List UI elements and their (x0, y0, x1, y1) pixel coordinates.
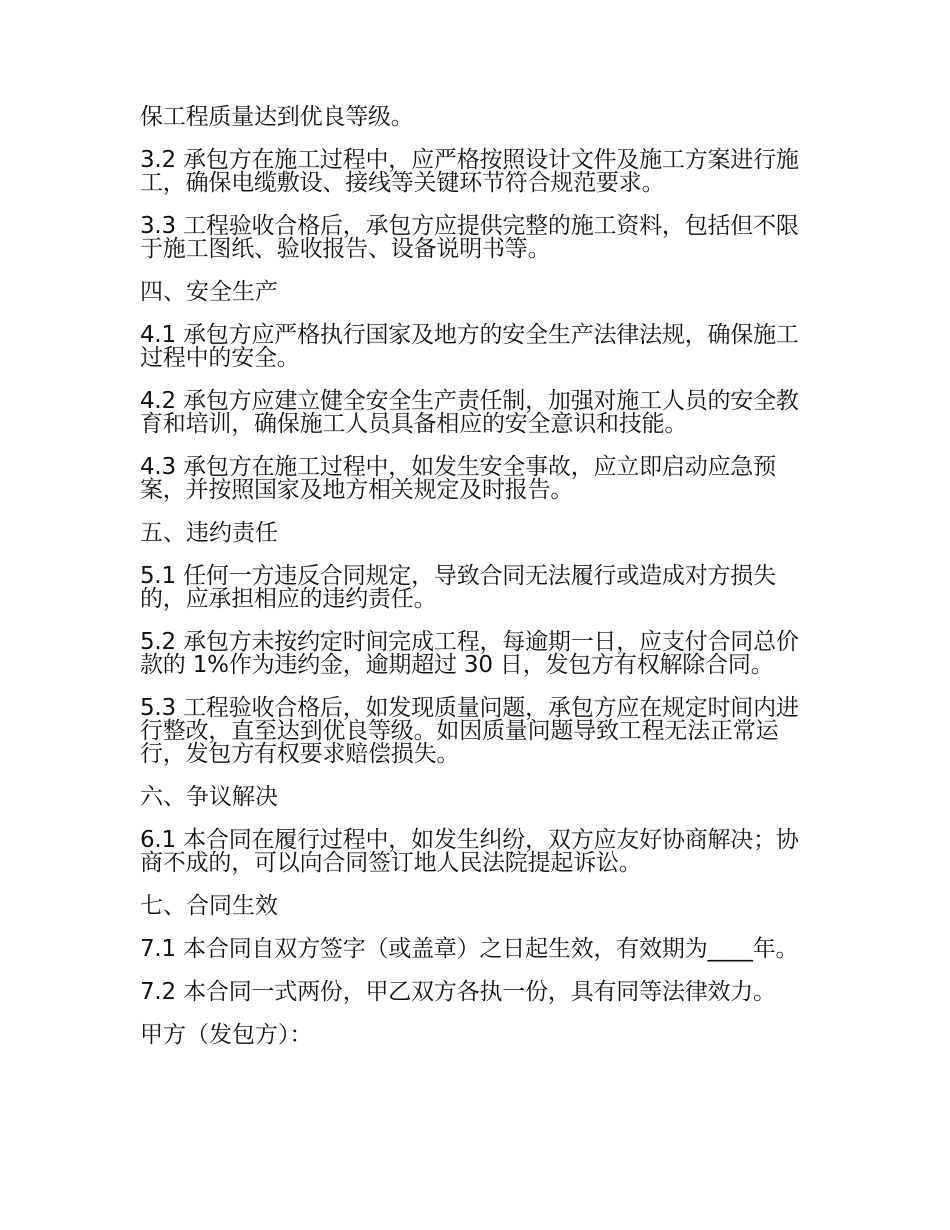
clause-4-2: 4.2 承包方应建立健全安全生产责任制，加强对施工人员的安全教育和培训，确保施工人员具备相应的安全意识和技能。 (140, 388, 799, 437)
paragraph-quality-end: 保工程质量达到优良等级。 (140, 104, 414, 130)
document-page (140, 106, 812, 1067)
clause-5-2: 5.2 承包方未按约定时间完成工程，每逾期一日，应支付合同总价款的 1%作为违约金，逾期超过 30 日，发包方有权解除合同。 (140, 629, 799, 678)
clause-5-3: 5.3 工程验收合格后，如发现质量问题，承包方应在规定时间内进行整改，直至达到优良等级。如因质量问题导致工程无法正常运行，发包方有权要求赔偿损失。 (140, 695, 799, 767)
section-heading-safety: 四、安全生产 (140, 279, 278, 305)
clause-6-1: 6.1 本合同在履行过程中，如发生纠纷，双方应友好协商解决；协商不成的，可以向合同签订地人民法院提起诉讼。 (140, 827, 799, 876)
clause-7-2: 7.2 本合同一式两份，甲乙双方各执一份，具有同等法律效力。 (140, 979, 776, 1005)
party-a-signature-label: 甲方（发包方）： (140, 1022, 313, 1048)
section-heading-effect: 七、合同生效 (140, 893, 278, 919)
section-heading-breach: 五、违约责任 (140, 520, 278, 546)
clause-3-3: 3.3 工程验收合格后，承包方应提供完整的施工资料，包括但不限于施工图纸、验收报告、设备说明书等。 (140, 213, 799, 262)
clause-3-2: 3.2 承包方在施工过程中，应严格按照设计文件及施工方案进行施工，确保电缆敷设、接线等关键环节符合规范要求。 (140, 147, 799, 196)
clause-4-1: 4.1 承包方应严格执行国家及地方的安全生产法律法规，确保施工过程中的安全。 (140, 322, 799, 371)
clause-4-3: 4.3 承包方在施工过程中，如发生安全事故，应立即启动应急预案，并按照国家及地方相关规定及时报告。 (140, 454, 776, 503)
section-heading-dispute: 六、争议解决 (140, 784, 278, 810)
clause-7-1: 7.1 本合同自双方签字（或盖章）之日起生效，有效期为____年。 (140, 936, 799, 962)
clause-5-1: 5.1 任何一方违反合同规定，导致合同无法履行或造成对方损失的，应承担相应的违约责任。 (140, 563, 776, 612)
